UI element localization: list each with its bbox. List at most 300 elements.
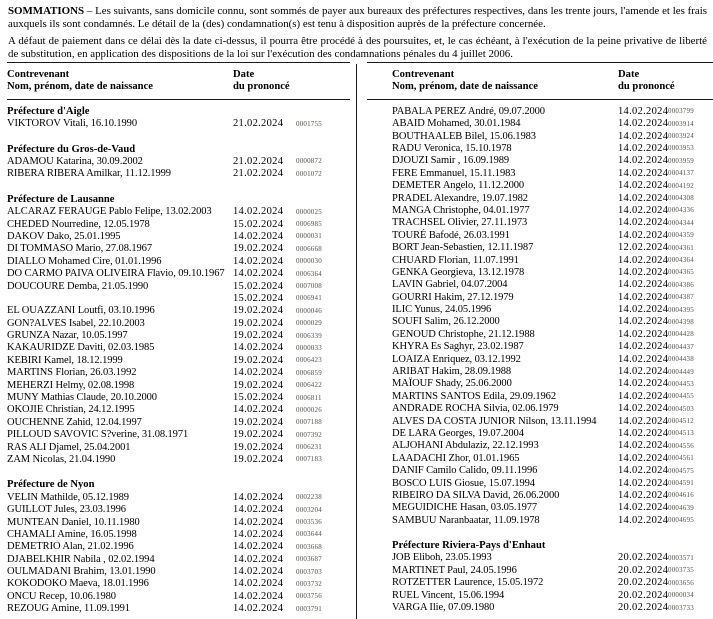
reference-number: 0004639 xyxy=(668,503,694,512)
reference-number: 0003924 xyxy=(668,132,694,141)
reference-number: 0003571 xyxy=(668,553,694,562)
table-row xyxy=(7,454,350,466)
contrevenant-name: ILIC Yunus, 24.05.1996 xyxy=(392,304,492,316)
contrevenant-name: DJABELKHIR Nabila , 02.02.1994 xyxy=(7,553,155,565)
contrevenant-name: VELIN Mathilde, 05.12.1989 xyxy=(7,491,129,503)
intro-paragraph-1 xyxy=(8,5,707,31)
date-prononce: 19.02.2024 xyxy=(233,453,284,465)
date-prononce: 14.02.2024 xyxy=(233,541,284,553)
date-prononce: 14.02.2024 xyxy=(618,155,669,167)
contrevenant-name: KAKAURIDZE Daviti, 02.03.1985 xyxy=(7,342,155,354)
date-prononce: 14.02.2024 xyxy=(618,452,669,464)
reference-number: 0000046 xyxy=(296,306,322,315)
table-header xyxy=(367,63,713,99)
reference-number: 0004395 xyxy=(668,305,694,314)
reference-number: 0004438 xyxy=(668,355,694,364)
contrevenant-name: MANGA Christophe, 04.01.1977 xyxy=(392,204,530,216)
reference-number: 0000030 xyxy=(296,257,322,266)
reference-number: 0003668 xyxy=(296,542,322,551)
date-prononce: 21.02.2024 xyxy=(233,155,284,167)
table-row xyxy=(367,403,713,415)
date-prononce: 15.02.2024 xyxy=(233,292,284,304)
reference-number: 0007392 xyxy=(296,430,322,439)
table-row xyxy=(367,502,713,514)
contrevenant-name: GENKA Georgieva, 13.12.1978 xyxy=(392,266,525,278)
contrevenant-name: LAVIN Gabriel, 04.07.2004 xyxy=(392,279,508,291)
contrevenant-name: ZAM Nicolas, 21.04.1990 xyxy=(7,453,116,465)
reference-number: 0003953 xyxy=(668,144,694,153)
reference-number: 0007188 xyxy=(296,418,322,427)
table-row xyxy=(7,342,350,354)
table-row xyxy=(7,504,350,516)
date-prononce: 14.02.2024 xyxy=(233,578,284,590)
date-prononce: 19.02.2024 xyxy=(233,429,284,441)
date-prononce: 14.02.2024 xyxy=(618,403,669,415)
header-date-line1: Date xyxy=(233,69,255,80)
reference-number: 0004449 xyxy=(668,367,694,376)
date-prononce: 20.02.2024 xyxy=(618,589,669,601)
date-prononce: 14.02.2024 xyxy=(618,142,669,154)
section-title: Préfecture Riviera-Pays d'Enhaut xyxy=(392,540,546,552)
contrevenant-name: MARTINET Paul, 24.05.1996 xyxy=(392,564,517,576)
date-prononce: 14.02.2024 xyxy=(618,254,669,266)
header-contrevenant-line2: Nom, prénom, date de naissance xyxy=(7,81,153,93)
date-prononce: 14.02.2024 xyxy=(618,217,669,229)
date-prononce: 14.02.2024 xyxy=(233,230,284,242)
date-prononce: 14.02.2024 xyxy=(233,566,284,578)
reference-number: 0004455 xyxy=(668,392,694,401)
header-contrevenant xyxy=(7,69,350,94)
table-row xyxy=(367,577,713,589)
contrevenant-name: OUCHENNE Zahid, 12.04.1997 xyxy=(7,416,142,428)
table-row xyxy=(7,380,350,392)
reference-number: 0004695 xyxy=(668,516,694,525)
table-row xyxy=(367,118,713,130)
date-prononce: 14.02.2024 xyxy=(618,180,669,192)
reference-number: 0000034 xyxy=(668,591,694,600)
date-prononce: 14.02.2024 xyxy=(618,353,669,365)
contrevenant-name: GENOUD Christophe, 21.12.1988 xyxy=(392,328,535,340)
table-row xyxy=(7,281,350,293)
reference-number: 0004428 xyxy=(668,330,694,339)
contrevenant-name: CHEDED Nourredine, 12.05.1978 xyxy=(7,218,150,230)
contrevenant-name: CHUARD Florian, 11.07.1991 xyxy=(392,254,519,266)
table-row xyxy=(7,168,350,180)
date-prononce: 14.02.2024 xyxy=(233,553,284,565)
table-header xyxy=(7,63,350,99)
contrevenant-name: CHAMALI Amine, 16.05.1998 xyxy=(7,528,137,540)
table-row xyxy=(7,219,350,231)
table-row xyxy=(367,453,713,465)
contrevenant-name: DAKOV Dako, 25.01.1995 xyxy=(7,230,121,242)
table-row xyxy=(367,329,713,341)
reference-number: 0004561 xyxy=(668,454,694,463)
table-row xyxy=(7,554,350,566)
reference-number: 0003687 xyxy=(296,555,322,564)
contrevenant-name: GUILLOT Jules, 23.03.1996 xyxy=(7,504,126,516)
date-prononce: 14.02.2024 xyxy=(233,255,284,267)
contrevenant-name: VARGA Ilie, 07.09.1980 xyxy=(392,602,495,614)
table-row xyxy=(7,355,350,367)
reference-number: 0000029 xyxy=(296,319,322,328)
reference-number: 0004336 xyxy=(668,206,694,215)
table-row xyxy=(7,404,350,416)
table-row xyxy=(7,367,350,379)
contrevenant-name: MUNY Mathias Claude, 20.10.2000 xyxy=(7,392,157,404)
reference-number: 0004513 xyxy=(668,429,694,438)
date-prononce: 14.02.2024 xyxy=(618,502,669,514)
header-date-line1: Date xyxy=(618,69,640,80)
contrevenant-name: FERE Emmanuel, 15.11.1983 xyxy=(392,167,516,179)
reference-number: 0004364 xyxy=(668,256,694,264)
reference-number: 0003735 xyxy=(668,566,694,575)
contrevenant-name: ANDRADE ROCHA Silvia, 02.06.1979 xyxy=(392,403,559,415)
contrevenant-name: ALCARAZ FERAUGE Pablo Felipe, 13.02.2003 xyxy=(7,206,212,218)
contrevenant-name: ABAID Mohamed, 30.01.1984 xyxy=(392,118,521,130)
date-prononce: 14.02.2024 xyxy=(618,415,669,427)
sommations-title: SOMMATIONS xyxy=(8,5,85,17)
table-row xyxy=(367,552,713,564)
intro-text xyxy=(8,5,707,61)
prefecture-section xyxy=(7,194,350,467)
reference-number: 0003959 xyxy=(668,156,694,165)
table-row xyxy=(367,590,713,602)
reference-number: 0007183 xyxy=(296,455,322,464)
table-row xyxy=(367,217,713,229)
table-row xyxy=(7,541,350,553)
contrevenant-name: ADAMOU Katarina, 30.09.2002 xyxy=(7,155,143,167)
table-row xyxy=(7,256,350,268)
reference-number: 0004616 xyxy=(668,491,694,500)
date-prononce: 14.02.2024 xyxy=(618,378,669,390)
reference-number: 0006668 xyxy=(296,244,322,253)
reference-number: 0004575 xyxy=(668,466,694,475)
date-prononce: 14.02.2024 xyxy=(618,105,669,117)
table-row xyxy=(367,193,713,205)
table-row xyxy=(7,243,350,255)
date-prononce: 20.02.2024 xyxy=(618,564,669,576)
header-date-line2: du prononcé xyxy=(233,81,290,93)
reference-number: 0004192 xyxy=(668,181,694,190)
reference-number: 0003204 xyxy=(296,505,322,514)
table-row xyxy=(367,106,713,118)
table-row xyxy=(7,293,350,305)
table-row xyxy=(367,242,713,254)
date-prononce: 14.02.2024 xyxy=(233,516,284,528)
contrevenant-name: MARTINS SANTOS Edila, 29.09.1962 xyxy=(392,390,556,402)
table-row xyxy=(7,231,350,243)
prefecture-section xyxy=(7,144,350,181)
table-row xyxy=(367,155,713,167)
contrevenant-name: MARTINS Florian, 26.03.1992 xyxy=(7,367,137,379)
reference-number: 0004137 xyxy=(668,169,694,178)
date-prononce: 19.02.2024 xyxy=(233,305,284,317)
contrevenant-name: ALVES DA COSTA JUNIOR Nilson, 13.11.1994 xyxy=(392,415,597,427)
contrevenant-name: DI TOMMASO Mario, 27.08.1967 xyxy=(7,243,152,255)
date-prononce: 14.02.2024 xyxy=(233,528,284,540)
reference-number: 0006339 xyxy=(296,331,322,340)
reference-number: 0003914 xyxy=(668,119,694,128)
reference-number: 0004359 xyxy=(668,231,694,240)
table-row xyxy=(367,490,713,502)
date-prononce: 14.02.2024 xyxy=(618,291,669,303)
contrevenant-name: GOURRI Hakim, 27.12.1979 xyxy=(392,291,514,303)
contrevenant-name: KHYRA Es Saghyr, 23.02.1987 xyxy=(392,341,524,353)
table-row xyxy=(7,566,350,578)
date-prononce: 21.02.2024 xyxy=(233,168,284,180)
table-row xyxy=(7,603,350,615)
table-row xyxy=(367,255,713,267)
table-row xyxy=(367,292,713,304)
date-prononce: 14.02.2024 xyxy=(618,167,669,179)
date-prononce: 14.02.2024 xyxy=(618,316,669,328)
table-row xyxy=(367,515,713,527)
prefecture-section xyxy=(7,479,350,615)
date-prononce: 19.02.2024 xyxy=(233,441,284,453)
date-prononce: 14.02.2024 xyxy=(618,366,669,378)
contrevenant-name: DANIF Camilo Calido, 09.11.1996 xyxy=(392,465,538,477)
contrevenant-name: OKOJIE Christian, 24.12.1995 xyxy=(7,404,135,416)
table-row xyxy=(367,168,713,180)
contrevenant-name: PABALA PEREZ André, 09.07.2000 xyxy=(392,105,545,117)
intro-paragraph-2: A défaut de paiement dans ce délai dès la date ci-dessus, il pourra être procédé à des poursuites, et, le cas échéant, à l'exécution de la peine privative de liberté de substitution, en application des dispositions de la loi sur l'exécution des condamnations pénales du 4 juillet 2006. xyxy=(8,34,707,61)
table-row xyxy=(367,378,713,390)
date-prononce: 14.02.2024 xyxy=(233,342,284,354)
table-row xyxy=(367,267,713,279)
reference-number: 0006859 xyxy=(296,368,322,377)
reference-number: 0004387 xyxy=(668,293,694,302)
contrevenant-name: EL OUAZZANI Loutfi, 03.10.1996 xyxy=(7,305,155,317)
reference-number: 0003656 xyxy=(668,578,694,587)
table-row xyxy=(367,131,713,143)
section-title: Préfecture du Gros-de-Vaud xyxy=(7,143,136,155)
date-prononce: 14.02.2024 xyxy=(618,229,669,241)
date-prononce: 20.02.2024 xyxy=(618,577,669,589)
prefecture-section xyxy=(367,106,713,527)
table-row xyxy=(367,341,713,353)
prefecture-section xyxy=(367,540,713,614)
date-prononce: 14.02.2024 xyxy=(618,266,669,278)
reference-number: 0004308 xyxy=(668,194,694,203)
contrevenant-name: RUEL Vincent, 15.06.1994 xyxy=(392,589,505,601)
reference-number: 0003791 xyxy=(296,604,322,613)
date-prononce: 21.02.2024 xyxy=(233,118,284,130)
reference-number: 0006364 xyxy=(296,269,322,278)
date-prononce: 14.02.2024 xyxy=(618,514,669,526)
table-row xyxy=(367,565,713,577)
date-prononce: 14.02.2024 xyxy=(233,206,284,218)
table-row xyxy=(7,318,350,330)
reference-number: 0003703 xyxy=(296,567,322,576)
reference-number: 0004386 xyxy=(668,280,694,289)
reference-number: 0004437 xyxy=(668,342,694,351)
date-prononce: 14.02.2024 xyxy=(233,491,284,503)
reference-number: 0003732 xyxy=(296,579,322,588)
contrevenant-name: RADU Veronica, 15.10.1978 xyxy=(392,142,512,154)
table-row xyxy=(367,416,713,428)
contrevenant-name: DEMETER Angelo, 11.12.2000 xyxy=(392,180,525,192)
contrevenant-name: BORT Jean-Sebastien, 12.11.1987 xyxy=(392,242,534,254)
reference-number: 0004503 xyxy=(668,404,694,413)
reference-number: 0001755 xyxy=(296,119,322,128)
header-rule-bottom xyxy=(7,99,350,100)
contrevenant-name: ARIBAT Hakim, 28.09.1988 xyxy=(392,366,512,378)
date-prononce: 14.02.2024 xyxy=(618,130,669,142)
table-row xyxy=(367,230,713,242)
date-prononce: 15.02.2024 xyxy=(233,392,284,404)
date-prononce: 14.02.2024 xyxy=(618,489,669,501)
date-prononce: 14.02.2024 xyxy=(233,404,284,416)
reference-number: 0004398 xyxy=(668,317,694,326)
date-prononce: 14.02.2024 xyxy=(618,440,669,452)
table-body xyxy=(7,106,350,618)
table-row xyxy=(7,591,350,603)
contrevenant-name: ALJOHANI Abdulaziz, 22.12.1993 xyxy=(392,440,539,452)
table-row xyxy=(367,143,713,155)
date-prononce: 14.02.2024 xyxy=(233,603,284,615)
date-prononce: 19.02.2024 xyxy=(233,379,284,391)
column-divider xyxy=(356,64,357,619)
reference-number: 0004512 xyxy=(668,417,694,426)
contrevenant-name: KEBIRI Kamel, 18.12.1999 xyxy=(7,354,123,366)
table-row xyxy=(367,304,713,316)
contrevenant-name: SAMBUU Naranbaatar, 11.09.1978 xyxy=(392,514,540,526)
reference-number: 0004453 xyxy=(668,379,694,388)
contrevenant-name: GON?ALVES Isabel, 22.10.2003 xyxy=(7,317,145,329)
contrevenant-name: PILLOUD SAVOVIC S?verine, 31.08.1971 xyxy=(7,429,189,441)
table-row xyxy=(7,156,350,168)
contrevenant-name: KOKODOKO Maeva, 18.01.1996 xyxy=(7,578,149,590)
header-contrevenant-line1: Contrevenant xyxy=(7,69,70,80)
reference-number: 0006231 xyxy=(296,443,322,452)
contrevenant-name: GRUNZA Nazar, 10.05.1997 xyxy=(7,330,128,342)
date-prononce: 14.02.2024 xyxy=(233,590,284,602)
contrevenant-name: BOSCO LUIS Giosue, 15.07.1994 xyxy=(392,477,535,489)
table-row xyxy=(367,354,713,366)
contrevenant-name: MUNTEAN Daniel, 10.11.1980 xyxy=(7,516,140,528)
table-row xyxy=(367,205,713,217)
table-row xyxy=(7,305,350,317)
reference-number: 0000031 xyxy=(296,232,322,241)
table-row xyxy=(367,602,713,614)
table-body xyxy=(367,106,713,617)
date-prononce: 14.02.2024 xyxy=(233,367,284,379)
contrevenant-name: TOURÉ Bafodé, 26.03.1991 xyxy=(392,229,510,241)
contrevenant-name: DOUCOURE Demba, 21.05.1990 xyxy=(7,280,149,292)
date-prononce: 14.02.2024 xyxy=(233,268,284,280)
reference-number: 0003733 xyxy=(668,603,694,612)
date-prononce: 19.02.2024 xyxy=(233,243,284,255)
contrevenant-name: DJOUZI Samir , 16.09.1989 xyxy=(392,155,510,167)
table-row xyxy=(7,206,350,218)
table-row xyxy=(367,428,713,440)
date-prononce: 20.02.2024 xyxy=(618,602,669,614)
reference-number: 0004556 xyxy=(668,441,694,450)
date-prononce: 19.02.2024 xyxy=(233,330,284,342)
contrevenant-name: DIALLO Mohamed Cire, 01.01.1996 xyxy=(7,255,162,267)
date-prononce: 20.02.2024 xyxy=(618,552,669,564)
reference-number: 0000033 xyxy=(296,343,322,352)
section-title: Préfecture d'Aigle xyxy=(7,105,90,117)
table-row xyxy=(7,268,350,280)
date-prononce: 14.02.2024 xyxy=(618,304,669,316)
intro-paragraph-1-text: – Les suivants, sans domicile connu, sont sommés de payer aux bureaux des préfectures respectives, dans les trente jours, l'amende et les frais auxquels ils sont condamnés. Le détail de la (des) condamnation(s) est tenu à disposition auprès de la préfecture concernée. xyxy=(8,5,707,31)
table-row xyxy=(367,316,713,328)
contrevenant-name: TRACHSEL Olivier, 27.11.1973 xyxy=(392,217,528,229)
reference-number: 0004365 xyxy=(668,268,694,277)
date-prononce: 14.02.2024 xyxy=(618,341,669,353)
contrevenant-name: LAADACHI Zhor, 01.01.1965 xyxy=(392,452,520,464)
contrevenant-name: ROTZETTER Laurence, 15.05.1972 xyxy=(392,577,544,589)
table-row xyxy=(7,492,350,504)
reference-number: 0001072 xyxy=(296,169,322,178)
date-prononce: 19.02.2024 xyxy=(233,317,284,329)
date-prononce: 14.02.2024 xyxy=(618,390,669,402)
reference-number: 0000025 xyxy=(296,207,322,216)
reference-number: 0007008 xyxy=(296,282,322,290)
date-prononce: 14.02.2024 xyxy=(618,279,669,291)
prefecture-section xyxy=(7,106,350,131)
section-title: Préfecture de Lausanne xyxy=(7,193,115,205)
table-row xyxy=(7,330,350,342)
right-column xyxy=(367,62,713,616)
table-row xyxy=(367,279,713,291)
date-prononce: 14.02.2024 xyxy=(618,192,669,204)
contrevenant-name: JOB Eliboh, 23.05.1993 xyxy=(392,552,492,564)
table-row xyxy=(7,442,350,454)
table-row xyxy=(367,180,713,192)
date-prononce: 14.02.2024 xyxy=(233,504,284,516)
table-row xyxy=(7,118,350,130)
contrevenant-name: LOAIZA Enriquez, 03.12.1992 xyxy=(392,353,521,365)
reference-number: 0002238 xyxy=(296,493,322,502)
contrevenant-name: RIBERA RIBERA Amilkar, 11.12.1999 xyxy=(7,168,171,180)
date-prononce: 15.02.2024 xyxy=(233,280,284,292)
table-row xyxy=(7,578,350,590)
table-row xyxy=(367,440,713,452)
contrevenant-name: BOUTHAALEB Bilel, 15.06.1983 xyxy=(392,130,536,142)
contrevenant-name: MEGUIDICHE Hasan, 03.05.1977 xyxy=(392,502,538,514)
contrevenant-name: MEHERZI Helmy, 02.08.1998 xyxy=(7,379,135,391)
date-prononce: 14.02.2024 xyxy=(618,118,669,130)
date-prononce: 19.02.2024 xyxy=(233,354,284,366)
date-prononce: 15.02.2024 xyxy=(233,218,284,230)
contrevenant-name: RIBEIRO DA SILVA David, 26.06.2000 xyxy=(392,489,560,501)
reference-number: 0003644 xyxy=(296,530,322,539)
reference-number: 0000872 xyxy=(296,157,322,166)
contrevenant-name: SOUFI Salim, 26.12.2000 xyxy=(392,316,500,328)
reference-number: 0000026 xyxy=(296,405,322,414)
table-row xyxy=(7,529,350,541)
table-row xyxy=(367,478,713,490)
table-row xyxy=(7,517,350,529)
contrevenant-name: RAS ALI Djamel, 25.04.2001 xyxy=(7,441,131,453)
contrevenant-name: DEMETRIO Alan, 21.02.1996 xyxy=(7,541,134,553)
table-row xyxy=(367,465,713,477)
date-prononce: 12.02.2024 xyxy=(618,242,669,254)
reference-number: 0006811 xyxy=(296,393,322,402)
reference-number: 0006985 xyxy=(296,220,322,229)
table-row xyxy=(367,391,713,403)
header-date xyxy=(618,69,675,94)
reference-number: 0004591 xyxy=(668,479,694,488)
reference-number: 0004361 xyxy=(668,243,694,252)
reference-number: 0003536 xyxy=(296,518,322,527)
contrevenant-name: VIKTOROV Vitali, 16.10.1990 xyxy=(7,118,137,130)
date-prononce: 14.02.2024 xyxy=(618,328,669,340)
reference-number: 0006422 xyxy=(296,381,322,390)
table-row xyxy=(367,366,713,378)
